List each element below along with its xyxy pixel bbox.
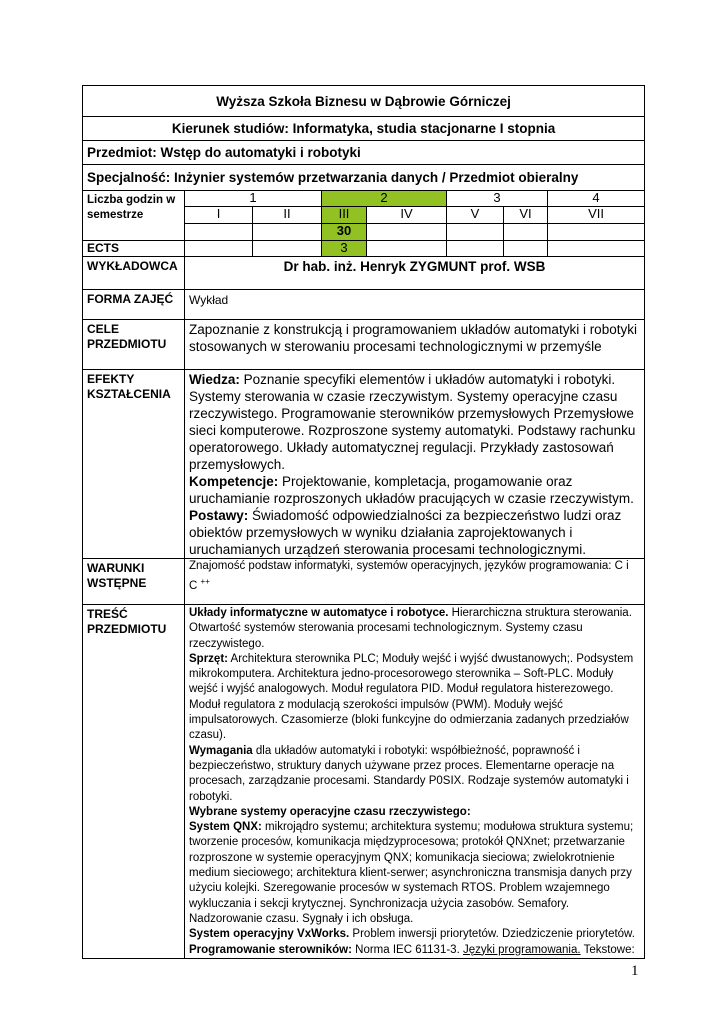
year-4: 4 [548,191,645,207]
content-text: Układy informatyczne w automatyce i robotyce. Hierarchiczna struktura sterowania. Otwartość systemów sterowania procesami technologicznym. Systemy czasu rzeczywistego. Sprzęt: Architektura sterownika PLC; Moduły wejść i wyjść dwustanowych;. Podsystem mikrokomputera. Architektura jedno-procesorowego sterownika – Soft-PLC. Moduły wejść i wyjść analogowych. Moduł regulatora PID. Moduł regulatora histerezowego. Moduł regulatora z modulacją szerokości impulsów (PWM). Moduły wejść impulsatorowych. Czasomierze (bloki funkcyjne do odmierzania zadanych przedziałów czasu). Wymagania dla układów automatyki i robotyki: współbieżność, poprawność i bezpieczeństwo, struktury danych używane przez proces. Elementarne operacje na procesach, zarządzanie procesami. Standardy P0SIX. Rodzaje systemów automatyki i robotyki. Wybrane systemy operacyjne czasu rzeczywistego: System QNX: mikrojądro systemu; architektura systemu; modułowa struktura systemu; tworzenie procesów, komunikacja międzyprocesowa; protokół QNXnet; przetwarzanie rozproszone w systemie operacyjnym QNX; komunikacja sieciowa; zwielokrotnienie medium sieciowego; architektura klient-serwer; asynchroniczna transmisja danych przy użyciu kolejki. Szeregowanie procesów w systemach RTOS. Problem wzajemnego wykluczania i sekcji krytycznej. Synchronizacja użycia zasobów. Semafory. Nadzorowanie czasu. Sygnały i ich obsługa. System operacyjny VxWorks. Problem inwersji priorytetów. Dziedziczenie priorytetów. Programowanie sterowników: Norma IEC 61131-3. Języki programowania. Tekstowe: [185,605,645,959]
specialty: Specjalność: Inżynier systemów przetwarzania danych / Przedmiot obieralny [83,165,645,191]
outcome-attitude: Postawy: Świadomość odpowiedzialności za bezpieczeństwo ludzi oraz obiektów przemysłowych w wyniku działania zaprojektowanych i uruchamianych urządzeń sterowania procesami technologicznymi. [189,508,622,557]
lecturer-name: Dr hab. inż. Henryk ZYGMUNT prof. WSB [185,257,645,290]
goals-label: CELE PRZEDMIOTU [83,320,185,370]
field-of-study: Kierunek studiów: Informatyka, studia stacjonarne I stopnia [83,117,645,141]
semester-6: VI [504,207,548,224]
page-number: 1 [631,963,639,979]
hours-value: 30 [322,224,367,241]
prereq-text: Znajomość podstaw informatyki, systemów operacyjnych, języków programowania: C i C ++ [185,559,645,605]
hours-label: Liczba godzin w semestrze [83,191,185,241]
outcome-competence: Kompetencje: Projektowanie, kompletacja, progamowanie oraz uruchamianie rozproszonych układów pracujących w czasie rzeczywistym. [189,474,634,506]
lecturer-label: WYKŁADOWCA [83,257,185,290]
year-1: 1 [185,191,322,207]
form-value: Wykład [185,290,645,320]
semester-2: II [253,207,322,224]
semester-7: VII [548,207,645,224]
semester-5: V [447,207,504,224]
content-label: TREŚĆ PRZEDMIOTU [83,605,185,959]
outcome-knowledge: Wiedza: Poznanie specyfiki elementów i układów automatyki i robotyki. Systemy sterowania w czasie rzeczywistym. Systemy operacyjne czasu rzeczywistego. Programowanie sterowników przemysłowych Przemysłowe sieci komputerowe. Rozproszone systemy automatyki. Podstawy rachunku operatorowego. Układy automatycznej regulacji. Przykłady zastosowań przemysłowych. [189,372,636,472]
subject-title: Przedmiot: Wstęp do automatyki i robotyki [83,141,645,165]
syllabus-table [82,85,645,959]
ects-value: 3 [322,241,367,257]
prereq-label: WARUNKI WSTĘPNE [83,559,185,605]
year-3: 3 [447,191,548,207]
goals-text: Zapoznanie z konstrukcją i programowaniem układów automatyki i robotyki stosowanych w sterowaniu procesami technologicznymi w przemyśle [185,320,645,370]
semester-4: IV [367,207,447,224]
outcomes-label: EFEKTY KSZTAŁCENIA [83,370,185,559]
form-label: FORMA ZAJĘĆ [83,290,185,320]
semester-1: I [185,207,253,224]
year-2: 2 [322,191,447,207]
ects-label: ECTS [83,241,185,257]
outcomes-text [185,370,645,559]
school-name: Wyższa Szkoła Biznesu w Dąbrowie Górniczej [83,86,645,117]
semester-3: III [322,207,367,224]
